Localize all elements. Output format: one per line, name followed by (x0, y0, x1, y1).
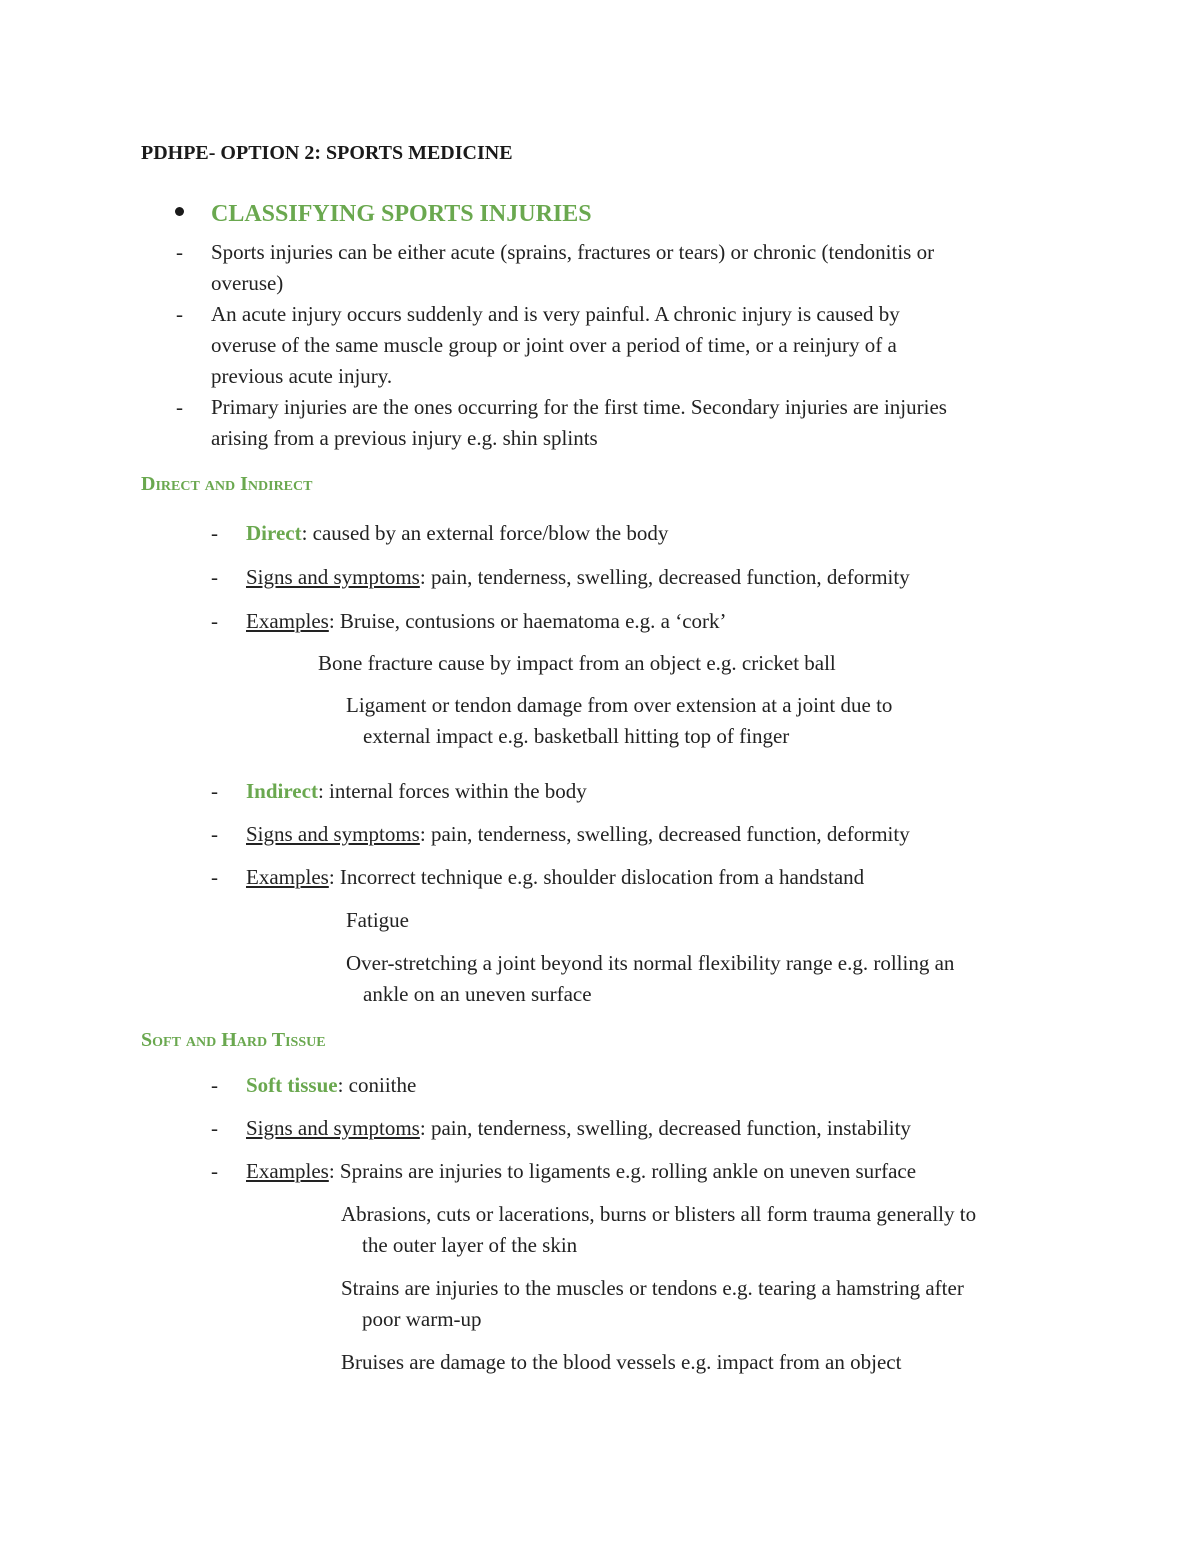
dash-bullet: - (211, 779, 218, 803)
signs-label: Signs and symptoms (246, 565, 420, 589)
section-heading-direct-indirect: Direct and Indirect (141, 473, 313, 495)
dash-bullet: - (211, 1116, 218, 1140)
dash-bullet: - (176, 240, 183, 264)
soft-tissue-text: : coniithe (337, 1073, 417, 1097)
signs-text: : pain, tenderness, swelling, decreased function, instability (419, 1116, 911, 1140)
intro-1-line-1: Sports injuries can be either acute (sprains, fractures or tears) or chronic (tendonitis or (211, 240, 935, 264)
examples-text: : Sprains are injuries to ligaments e.g. rolling ankle on uneven surface (328, 1159, 917, 1183)
dash-bullet: - (176, 395, 183, 419)
direct-label: Direct (246, 521, 302, 545)
intro-2-line-2: overuse of the same muscle group or joint over a period of time, or a reinjury of a (211, 333, 897, 357)
main-heading: CLASSIFYING SPORTS INJURIES (211, 201, 592, 227)
signs-label: Signs and symptoms (246, 822, 420, 846)
signs-text: : pain, tenderness, swelling, decreased function, deformity (419, 822, 910, 846)
indirect-text: : internal forces within the body (317, 779, 587, 803)
soft-examples-item (246, 1156, 916, 1187)
indirect-label: Indirect (246, 779, 318, 803)
intro-3-line-2: arising from a previous injury e.g. shin splints (211, 426, 598, 450)
signs-label: Signs and symptoms (246, 1116, 420, 1140)
section-heading-soft-hard-tissue: Soft and Hard Tissue (141, 1029, 326, 1051)
direct-example-2: Bone fracture cause by impact from an object e.g. cricket ball (318, 651, 836, 675)
direct-examples-item (246, 606, 727, 637)
indirect-item (246, 776, 587, 807)
dash-bullet: - (211, 609, 218, 633)
dash-bullet: - (211, 822, 218, 846)
soft-example-3-line-2: poor warm-up (362, 1307, 482, 1331)
intro-3-line-1: Primary injuries are the ones occurring for the first time. Secondary injuries are injuries (211, 395, 947, 419)
soft-example-3-line-1: Strains are injuries to the muscles or tendons e.g. tearing a hamstring after (341, 1276, 964, 1300)
direct-example-3-line-2: external impact e.g. basketball hitting top of finger (363, 724, 790, 748)
examples-label: Examples (246, 1159, 329, 1183)
dash-bullet: - (211, 1073, 218, 1097)
dash-bullet: - (211, 865, 218, 889)
indirect-example-3-line-2: ankle on an uneven surface (363, 982, 592, 1006)
dash-bullet: - (176, 302, 183, 326)
soft-example-4: Bruises are damage to the blood vessels e.g. impact from an object (341, 1350, 902, 1374)
soft-tissue-item (246, 1070, 416, 1101)
intro-2-line-1: An acute injury occurs suddenly and is very painful. A chronic injury is caused by (211, 302, 900, 326)
intro-2-line-3: previous acute injury. (211, 364, 393, 388)
indirect-example-2: Fatigue (346, 908, 409, 932)
soft-tissue-label: Soft tissue (246, 1073, 338, 1097)
examples-text: : Incorrect technique e.g. shoulder dislocation from a handstand (328, 865, 865, 889)
signs-text: : pain, tenderness, swelling, decreased function, deformity (419, 565, 910, 589)
soft-example-2-line-2: the outer layer of the skin (362, 1233, 578, 1257)
direct-item (246, 518, 668, 549)
indirect-examples-item (246, 862, 864, 893)
document-title: PDHPE- OPTION 2: SPORTS MEDICINE (141, 142, 513, 164)
indirect-example-3-line-1: Over-stretching a joint beyond its normal flexibility range e.g. rolling an (346, 951, 955, 975)
dash-bullet: - (211, 521, 218, 545)
dash-bullet: - (211, 1159, 218, 1183)
soft-example-2-line-1: Abrasions, cuts or lacerations, burns or blisters all form trauma generally to (341, 1202, 977, 1226)
examples-label: Examples (246, 865, 329, 889)
direct-text: : caused by an external force/blow the body (301, 521, 669, 545)
intro-1-line-2: overuse) (211, 271, 284, 295)
examples-text: : Bruise, contusions or haematoma e.g. a ‘cork’ (328, 609, 727, 633)
examples-label: Examples (246, 609, 329, 633)
direct-signs-item (246, 562, 910, 593)
soft-signs-item (246, 1113, 911, 1144)
bullet-dot-icon (175, 207, 184, 216)
indirect-signs-item (246, 819, 910, 850)
direct-example-3-line-1: Ligament or tendon damage from over extension at a joint due to (346, 693, 893, 717)
dash-bullet: - (211, 565, 218, 589)
